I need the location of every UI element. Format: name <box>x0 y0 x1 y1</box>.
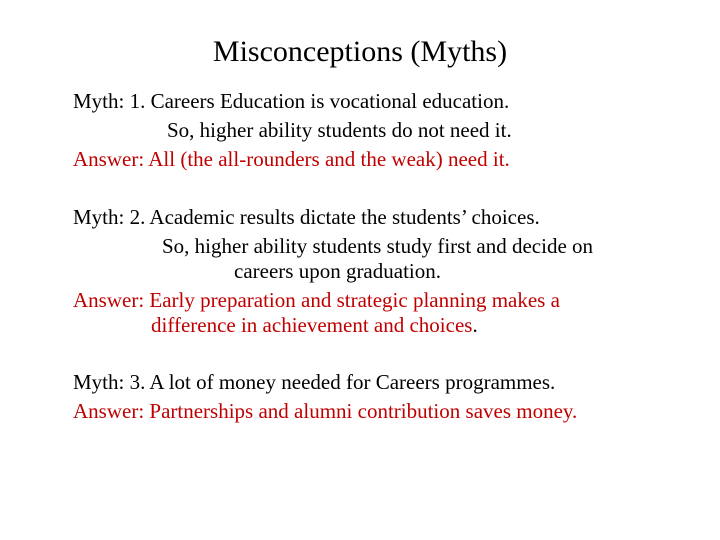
myth2-answer-line2 <box>151 312 478 338</box>
myth2-line3: careers upon graduation. <box>234 259 441 283</box>
myth2-answer-line2-period: . <box>472 313 478 337</box>
myth1-answer: Answer: All (the all-rounders and the weak) need it. <box>73 147 510 171</box>
slide-title: Misconceptions (Myths) <box>212 35 508 68</box>
myth1-line2: So, higher ability students do not need it. <box>167 118 512 142</box>
myth2-answer-line2-text: difference in achievement and choices <box>151 313 473 337</box>
myth1-line1: Myth: 1. Careers Education is vocational education. <box>73 89 510 113</box>
myth2-line2: So, higher ability students study first and decide on <box>162 234 594 258</box>
myth3-answer: Answer: Partnerships and alumni contribution saves money. <box>73 399 578 423</box>
myth2-answer-line1: Answer: Early preparation and strategic planning makes a <box>73 288 560 312</box>
myth2-line1: Myth: 2. Academic results dictate the students’ choices. <box>73 205 540 229</box>
myth3-line1: Myth: 3. A lot of money needed for Careers programmes. <box>73 370 556 394</box>
